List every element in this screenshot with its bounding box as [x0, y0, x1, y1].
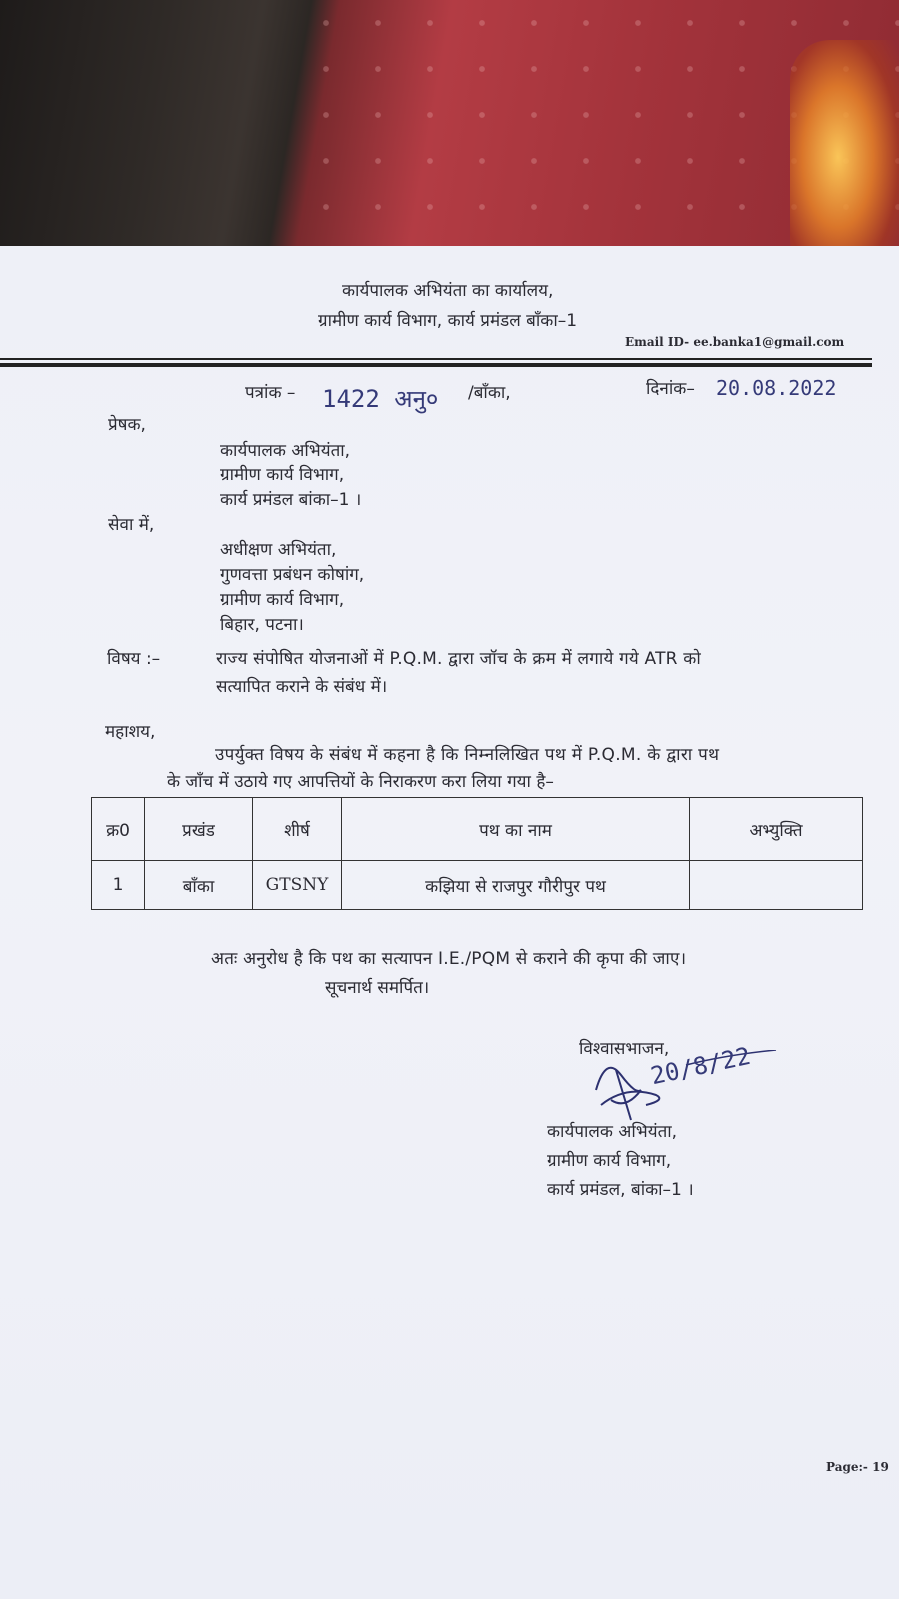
- header-department: ग्रामीण कार्य विभाग, कार्य प्रमंडल बाँका–1: [318, 311, 578, 331]
- closing-line: कार्यपालक अभियंता,: [547, 1122, 678, 1142]
- closing-valediction: विश्वासभाजन,: [579, 1039, 670, 1059]
- page-number: Page:- 19: [826, 1460, 889, 1474]
- recipient-line: अधीक्षण अभियंता,: [220, 540, 337, 560]
- header-email: Email ID- ee.banka1@gmail.com: [625, 335, 845, 349]
- recipient-line: बिहार, पटना।: [220, 615, 304, 635]
- header-rule-thick: [0, 363, 872, 367]
- closing-line: कार्य प्रमंडल, बांका–1 ।: [547, 1180, 694, 1200]
- sender-line: कार्य प्रमंडल बांका–1 ।: [220, 490, 362, 510]
- road-table: [91, 797, 863, 910]
- table-header-cell: अभ्युक्ति: [690, 798, 863, 861]
- table-row: [92, 861, 863, 910]
- subject-label: विषय :–: [107, 649, 161, 669]
- recipient-line: ग्रामीण कार्य विभाग,: [220, 590, 345, 610]
- intro-line2: के जाँच में उठाये गए आपत्तियों के निराकरण करा लिया गया है–: [167, 772, 554, 792]
- date-label: दिनांक–: [646, 379, 695, 399]
- ref-label: पत्रांक –: [245, 383, 296, 403]
- table-header-row: [92, 798, 863, 861]
- sender-label: प्रेषक,: [108, 415, 146, 435]
- request-line1: अतः अनुरोध है कि पथ का सत्यापन I.E./PQM से कराने की कृपा की जाए।: [211, 949, 687, 969]
- date-value: 20.08.2022: [716, 376, 837, 400]
- table-header-cell: शीर्ष: [253, 798, 342, 861]
- recipient-label: सेवा में,: [108, 515, 155, 535]
- table-cell: GTSNY: [253, 861, 342, 910]
- subject-line1: राज्य संपोषित योजनाओं में P.Q.M. द्वारा जॉच के क्रम में लगाये गये ATR को: [216, 649, 701, 669]
- recipient-line: गुणवत्ता प्रबंधन कोषांग,: [220, 565, 365, 585]
- request-line2: सूचनार्थ समर्पित।: [325, 978, 430, 998]
- ref-number: 1422 अनु०: [322, 385, 439, 413]
- table-header-cell: प्रखंड: [145, 798, 253, 861]
- table-cell: कझिया से राजपुर गौरीपुर पथ: [342, 861, 690, 910]
- signature-date: 20/8/22: [648, 1041, 753, 1091]
- ref-suffix: /बाँका,: [468, 383, 511, 403]
- table-cell: [690, 861, 863, 910]
- table-cell: बाँका: [145, 861, 253, 910]
- sender-line: ग्रामीण कार्य विभाग,: [220, 465, 345, 485]
- table-cell: 1: [92, 861, 145, 910]
- table-header-cell: पथ का नाम: [342, 798, 690, 861]
- header-office-title: कार्यपालक अभियंता का कार्यालय,: [342, 281, 554, 301]
- header-rule-thin: [0, 358, 872, 360]
- sender-line: कार्यपालक अभियंता,: [220, 441, 351, 461]
- table-header-cell: क्र0: [92, 798, 145, 861]
- intro-line1: उपर्युक्त विषय के संबंध में कहना है कि निम्नलिखित पथ में P.Q.M. के द्वारा पथ: [215, 745, 720, 765]
- subject-line2: सत्यापित कराने के संबंध में।: [216, 677, 388, 697]
- closing-line: ग्रामीण कार्य विभाग,: [547, 1151, 672, 1171]
- salutation: महाशय,: [105, 722, 156, 742]
- letter-paper: [0, 246, 899, 1599]
